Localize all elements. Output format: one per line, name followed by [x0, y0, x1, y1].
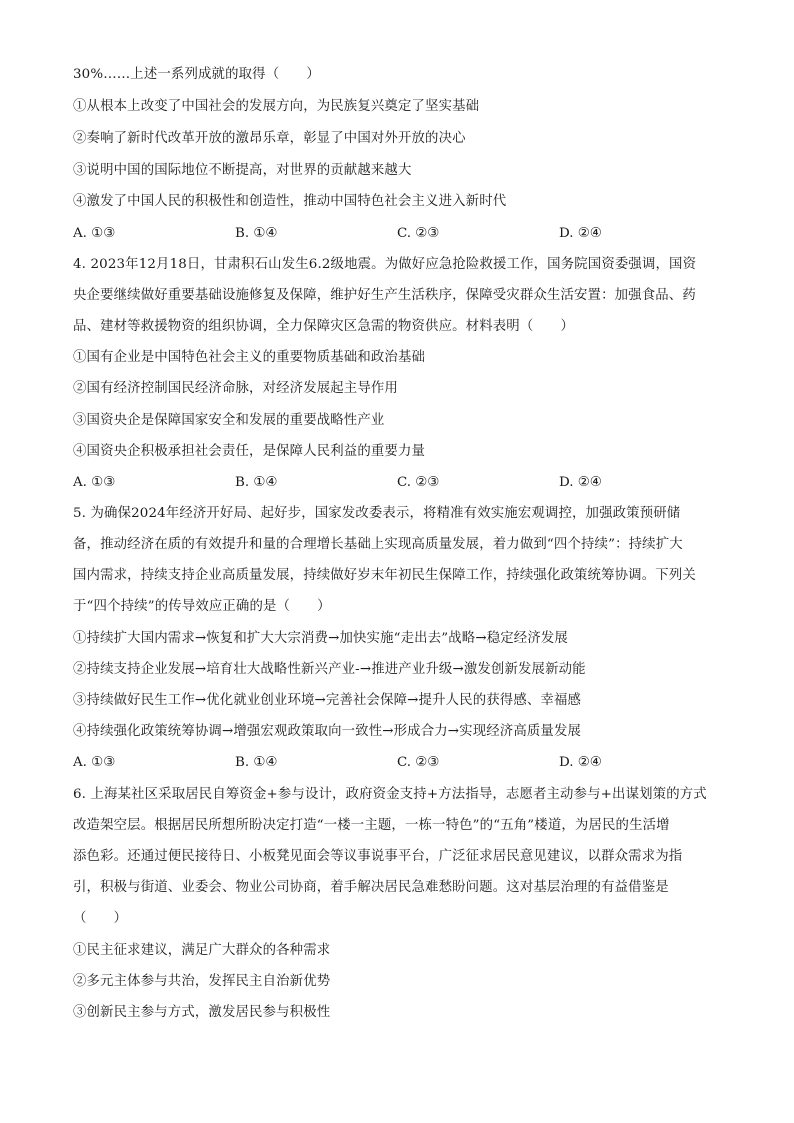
q3-item-2: ②奏响了新时代改革开放的激昂乐章，彰显了中国对外开放的决心	[73, 131, 466, 146]
q6-stem-line-3: 添色彩。还通过便民接待日、小板凳见面会等议事说事平台，广泛征求居民意见建议，以群众需求为指	[73, 849, 683, 864]
q5-stem-line-1: 5. 为确保2024年经济开好局、起好步，国家发改委表示，将精准有效实施宏观调控，加强政策预研储	[73, 506, 681, 521]
q3-item-4: ④激发了中国人民的积极性和创造性，推动中国特色社会主义进入新时代	[73, 194, 507, 209]
q4-stem-line-2: 央企要继续做好重要基础设施修复及保障，维护好生产生活秩序，保障受灾群众生活安置：加强食品、药	[73, 288, 696, 303]
q4-item-1: ①国有企业是中国特色社会主义的重要物质基础和政治基础	[73, 350, 426, 365]
q5-item-2: ②持续支持企业发展→培育壮大战略性新兴产业-→推进产业升级→激发创新发展新动能	[73, 662, 586, 677]
q3-options	[73, 225, 723, 243]
q4-item-4: ④国资央企积极承担社会责任，是保障人民利益的重要力量	[73, 444, 426, 459]
q5-option-b[interactable]: B. ①④	[235, 755, 278, 770]
q6-item-3: ③创新民主参与方式，激发居民参与积极性	[73, 1005, 331, 1020]
q5-option-a[interactable]: A. ①③	[73, 755, 116, 770]
q3-option-b[interactable]: B. ①④	[235, 226, 278, 241]
q6-stem-line-4: 引，积极与街道、业委会、物业公司协商，着手解决居民急难愁盼问题。这对基层治理的有益借鉴是	[73, 880, 669, 895]
q4-option-c[interactable]: C. ②③	[397, 475, 440, 490]
q3-item-1: ①从根本上改变了中国社会的发展方向，为民族复兴奠定了坚实基础	[73, 99, 480, 114]
q5-option-c[interactable]: C. ②③	[397, 755, 440, 770]
q4-item-3: ③国资央企是保障国家安全和发展的重要战略性产业	[73, 413, 385, 428]
q3-option-c[interactable]: C. ②③	[397, 226, 440, 241]
q4-item-2: ②国有经济控制国民经济命脉，对经济发展起主导作用	[73, 381, 398, 396]
q5-options	[73, 754, 723, 772]
q6-stem-line-5: （ ）	[73, 911, 128, 926]
q6-stem-line-2: 改造架空层。根据居民所想所盼决定打造“一楼一主题，一栋一特色”的“五角”楼道，为居民的生活增	[73, 818, 670, 833]
q5-stem-line-2: 备，推动经济在质的有效提升和量的合理增长基础上实现高质量发展，着力做到“四个持续”：持续扩大	[73, 537, 683, 552]
q4-stem-line-1: 4. 2023年12月18日，甘肃积石山发生6.2级地震。为做好应急抢险救援工作，国务院国资委强调，国资	[73, 257, 697, 272]
q4-stem-line-3: 品、建材等救援物资的组织协调，全力保障灾区急需的物资供应。材料表明（ ）	[73, 319, 575, 334]
q4-option-b[interactable]: B. ①④	[235, 475, 278, 490]
q3-item-3: ③说明中国的国际地位不断提高，对世界的贡献越来越大	[73, 163, 412, 178]
q5-option-d[interactable]: D. ②④	[559, 755, 602, 770]
q6-item-1: ①民主征求建议，满足广大群众的各种需求	[73, 943, 331, 958]
q4-option-a[interactable]: A. ①③	[73, 475, 116, 490]
q5-item-3: ③持续做好民生工作→优化就业创业环境→完善社会保障→提升人民的获得感、幸福感	[73, 693, 582, 708]
q5-item-1: ①持续扩大国内需求→恢复和扩大大宗消费→加快实施“走出去”战略→稳定经济发展	[73, 631, 568, 646]
q4-options	[73, 474, 723, 492]
q6-stem-line-1: 6. 上海某社区采取居民自筹资金+参与设计，政府资金支持+方法指导，志愿者主动参与+出谋划策的方式	[73, 787, 707, 802]
q3-stem-tail: 30%……上述一系列成就的取得（ ）	[73, 67, 320, 82]
q4-option-d[interactable]: D. ②④	[559, 475, 602, 490]
q5-item-4: ④持续强化政策统筹协调→增强宏观政策取向一致性→形成合力→实现经济高质量发展	[73, 724, 582, 739]
q3-option-d[interactable]: D. ②④	[559, 226, 602, 241]
q3-option-a[interactable]: A. ①③	[73, 226, 116, 241]
q5-stem-line-3: 国内需求，持续支持企业高质量发展，持续做好岁末年初民生保障工作，持续强化政策统筹协调。下列关	[73, 568, 696, 583]
q5-stem-line-4: 于“四个持续”的传导效应正确的是（ ）	[73, 599, 331, 614]
q6-item-2: ②多元主体参与共治，发挥民主自治新优势	[73, 974, 331, 989]
